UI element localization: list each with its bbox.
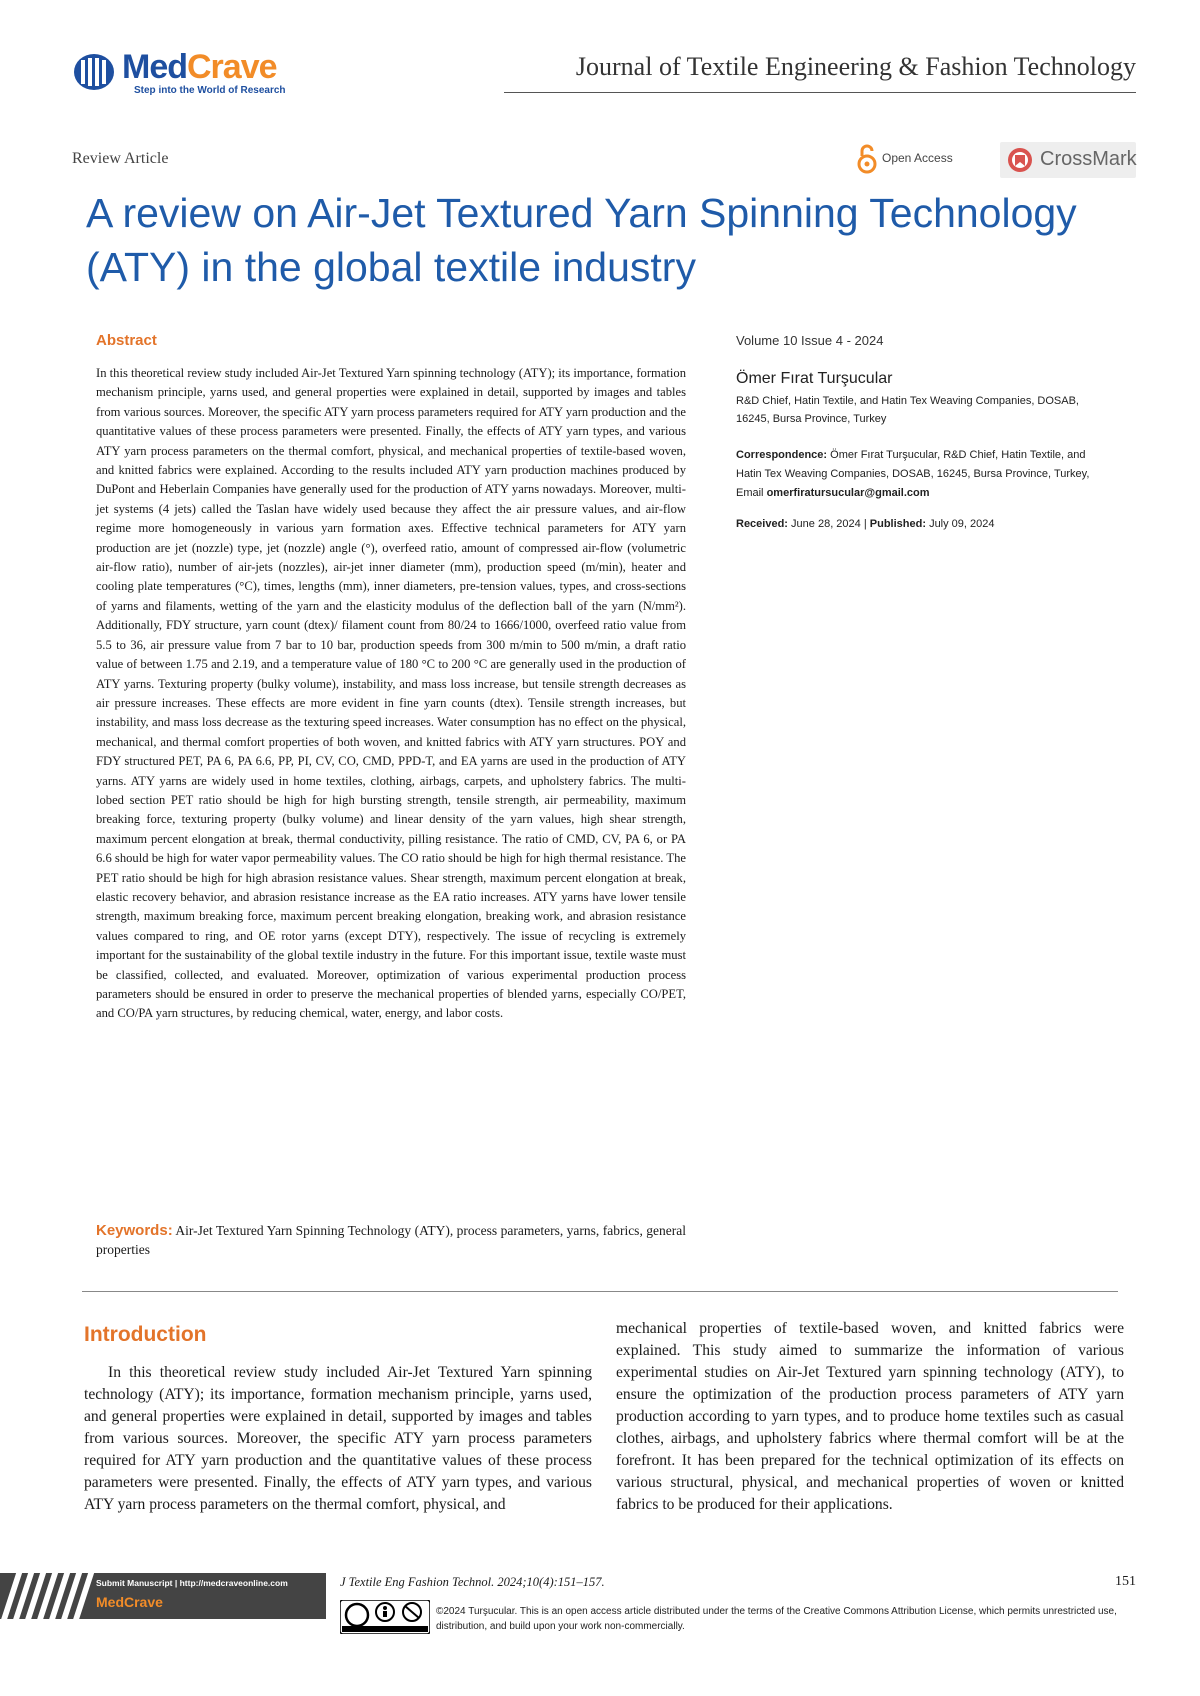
logo-tagline: Step into the World of Research — [134, 85, 286, 96]
keywords-label: Keywords: — [96, 1222, 173, 1239]
article-title: A review on Air-Jet Textured Yarn Spinning Technology (ATY) in the global textile industry — [86, 190, 1077, 290]
introduction-paragraph-left: In this theoretical review study included Air-Jet Textured Yarn spinning technology (ATY); its importance, formation mechanism principle, yarns used, and general properties were explained in detail, supported by images and tables from various sources. Moreover, the specific ATY yarn process parameters required for ATY yarn production and the quantitative values of these process parameters were presented. Finally, the effects of ATY yarn types, and various ATY yarn process parameters on the thermal comfort, physical, and — [84, 1364, 592, 1513]
author-affiliation: R&D Chief, Hatin Textile, and Hatin Tex Weaving Companies, DOSAB, 16245, Bursa Province, Turkey — [736, 395, 1079, 425]
article-dates — [736, 518, 995, 530]
open-access-icon — [856, 144, 878, 174]
footer-logo: MedCrave — [96, 1594, 163, 1610]
correspondence-label: Correspondence: — [736, 449, 828, 461]
keywords-text: Air-Jet Textured Yarn Spinning Technology (ATY), process parameters, yarns, fabrics, general properties — [96, 1223, 686, 1258]
submit-manuscript-link[interactable]: Submit Manuscript | http://medcraveonline.com — [96, 1578, 288, 1588]
license-text: ©2024 Turşucular. This is an open access article distributed under the terms of the Creative Commons Attribution License, which permits unrestricted use, distribution, and build upon your work non-commercially. — [436, 1606, 1117, 1632]
email-link[interactable]: omerfiratursucular@gmail.com — [766, 487, 930, 499]
citation: J Textile Eng Fashion Technol. 2024;10(4):151‒157. — [340, 1575, 605, 1589]
published-date: July 09, 2024 — [929, 518, 995, 530]
correspondence-text: Ömer Fırat Turşucular, R&D Chief, Hatin Textile, and Hatin Tex Weaving Companies, DOSAB, 16245, Bursa Province, Turkey, Email — [736, 449, 1090, 499]
author-name: Ömer Fırat Turşucular — [736, 370, 893, 387]
logo-brand: MedCrave — [122, 48, 277, 86]
crossmark-button[interactable]: CrossMark — [1000, 142, 1136, 178]
correspondence — [736, 446, 1096, 503]
cc-by-nc-icon — [340, 1600, 430, 1634]
section-divider — [82, 1291, 1118, 1292]
medcrave-logo-icon — [72, 52, 116, 92]
medcrave-logo — [72, 48, 312, 104]
volume-issue: Volume 10 Issue 4 - 2024 — [736, 333, 884, 348]
journal-title: Journal of Textile Engineering & Fashion Technology — [575, 52, 1136, 81]
published-label: Published: — [869, 518, 926, 530]
keywords — [96, 1221, 686, 1260]
article-type: Review Article — [72, 150, 169, 167]
abstract-heading: Abstract — [96, 332, 157, 349]
received-label: Received: — [736, 518, 788, 530]
abstract-text: In this theoretical review study included Air-Jet Textured Yarn spinning technology (ATY); its importance, formation mechanism principle, yarns used, and general properties were explained in detail, supported by images and tables from various sources. Moreover, the specific ATY yarn process parameters required for ATY yarn production and the quantitative values of these process parameters were presented. Finally, the effects of ATY yarn types, and various ATY yarn process parameters on the thermal comfort, physical, and mechanical properties of textile-based woven, and knitted fabrics were explained. According to the results included ATY yarn production machines produced by DuPont and Heberlain Companies have generally used for the production of ATY yarns nowadays. Moreover, multi-jet systems (4 jets) called the Taslan have widely used because they affect the air pressure values, and air-flow regime more homogeneously in various yarn formation axes. Effective technical parameters for ATY yarn production are jet (nozzle) type, jet (nozzle) angle (°), overfeed ratio, amount of compressed air-flow (volumetric air-flow ratio), number of air-jets (nozzles), air-jet inner diameter (mm), production speed (m/min), heater and cooling plate temperatures (°C), times, lengths (mm), inner diameters, pre-tension values, types, and cross-sections of yarns and filaments, wetting of the yarn and the elasticity modulus of the deflection ball of the yarn (N/mm²). Additionally, FDY structure, yarn count (dtex)/ filament count from 80/24 to 1666/1000, overfeed ratio value from 5.5 to 36, air pressure value from 7 bar to 10 bar, production speeds from 300 m/min to 500 m/min, a draft ratio value of between 1.75 and 2.19, and a temperature value of 180 °C to 200 °C are generally used in the production of ATY yarns. Texturing property (bulky volume), instability, and mass loss increase, but tensile strength decreases as air pressure increases. These effects are more evident in fine yarn counts (dtex). Tensile strength increases, but instability, and mass loss decrease as the texturing speed increases. Water consumption has no effect on the physical, mechanical, and thermal comfort properties of both woven, and knitted fabrics with ATY yarn structures. POY and FDY structured PET, PA 6, PA 6.6, PP, PI, CV, CO, CMD, PPD-T, and EA yarns are used in the production of ATY yarns. ATY yarns are widely used in home textiles, clothing, airbags, carpets, and upholstery fabrics. The multi-lobed section PET ratio should be high for high bursting strength, tensile strength, air permeability, maximum breaking force, texturing property (bulky volume) and linear density of the yarn values, high shear strength, maximum percent elongation at break, thermal conductivity, pilling resistance. The ratio of CMD, CV, PA 6, or PA 6.6 should be high for water vapor permeability values. The CO ratio should be high for high thermal resistance. The PET ratio should be high for high abrasion resistance values. Shear strength, maximum percent elongation at break, elastic recovery behavior, and abrasion resistance increase as the EA ratio increases. ATY yarns have lower tensile strength, maximum breaking force, maximum percent breaking elongation, breaking work, and abrasion resistance values compared to ring, and OE rotor yarns (except DTY), respectively. The issue of recycling is extremely important for the sustainability of the global textile industry in the future. For this important issue, textile waste must be classified, collected, and evaluated. Moreover, optimization of various experimental production process parameters should be ensured in order to preserve the mechanical properties of blended yarns, especially CO/PET, and CO/PA yarn structures, by reducing chemical, water, energy, and labor costs. — [96, 366, 686, 1021]
date-separator: | — [863, 518, 870, 530]
introduction-paragraph-right: mechanical properties of textile-based woven, and knitted fabrics were explained. This study aimed to summarize the information of various experimental studies on Air-Jet Textured yarn spinning technology (ATY), to ensure the optimization of the production process parameters of ATY yarn production according to yarn types, and to produce home textiles such as casual clothes, airbags, and upholstery fabrics where thermal comfort will be at the forefront. It has been prepared for the technical optimization of its effects on various structural, physical, and mechanical properties of woven or knitted fabrics to be produced for their applications. — [616, 1320, 1124, 1513]
introduction-heading: Introduction — [84, 1323, 207, 1346]
header-divider — [504, 92, 1136, 93]
page-number: 151 — [1115, 1574, 1136, 1589]
footer-submit-bar[interactable] — [0, 1573, 326, 1619]
crossmark-icon — [1006, 147, 1034, 173]
received-date: June 28, 2024 — [791, 518, 861, 530]
